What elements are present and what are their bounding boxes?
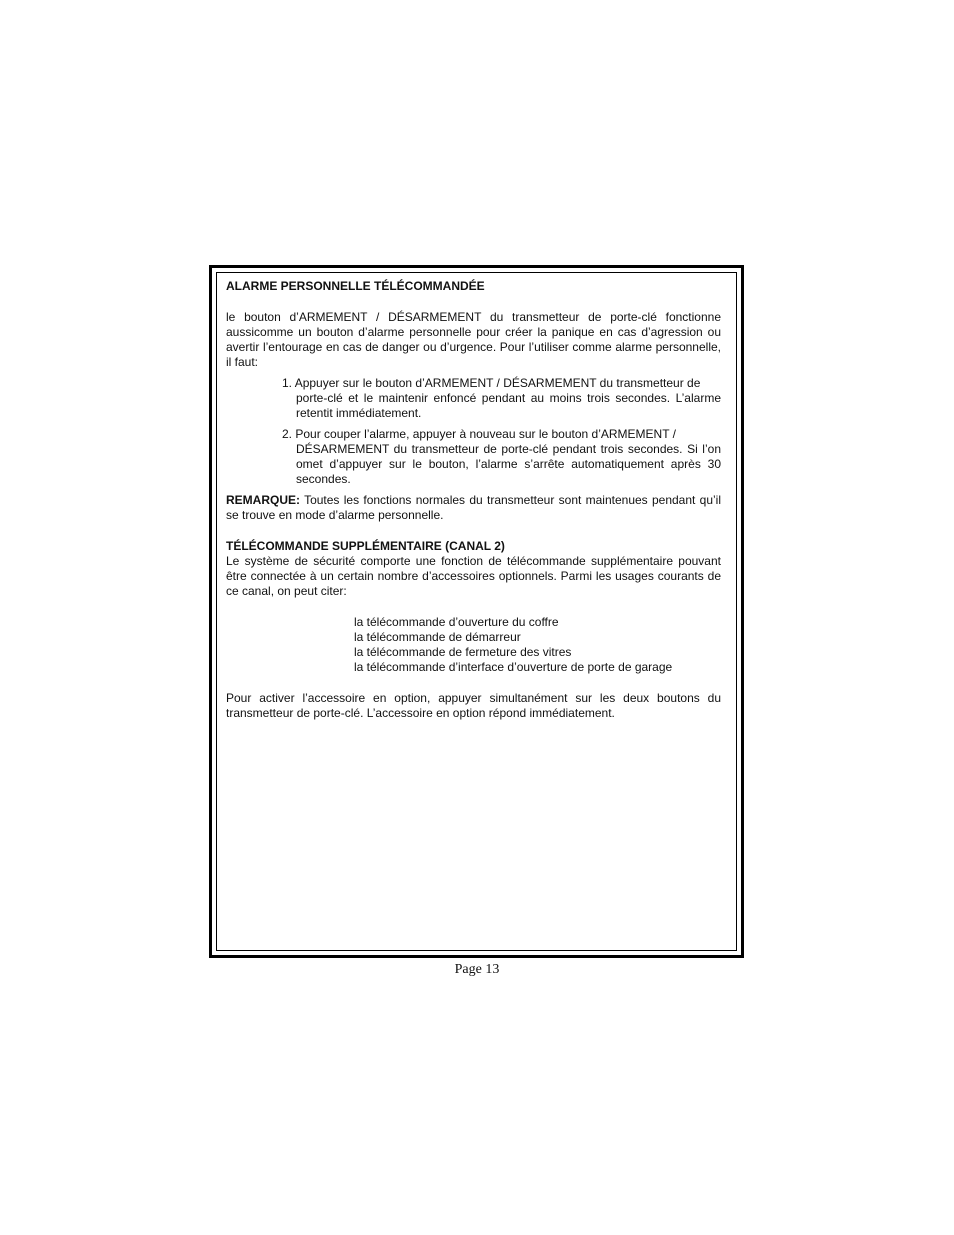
list-item: la télécommande d’ouverture du coffre	[354, 615, 559, 629]
step-2-rest: DÉSARMEMENT du transmetteur de porte-clé pendant trois secondes. Si l’on omet d’appuyer sur le bouton, l’alarme s’arrête automatiquement après 30 secondes.	[296, 442, 721, 486]
remark-text: Toutes les fonctions normales du transmetteur sont maintenues pendant qu’il se trouve en mode d’alarme personnelle.	[226, 493, 721, 522]
page-content	[226, 279, 721, 721]
step-1	[282, 376, 721, 421]
step-2	[282, 427, 721, 487]
step-2-first-line: 2. Pour couper l’alarme, appuyer à nouveau sur le bouton d’ARMEMENT /	[282, 427, 677, 441]
list-item: la télécommande d’interface d’ouverture de porte de garage	[354, 660, 673, 674]
personal-alarm-steps	[226, 376, 721, 487]
page-number: Page 13	[454, 962, 500, 977]
section-heading-aux-channel: TÉLÉCOMMANDE SUPPLÉMENTAIRE (CANAL 2)	[226, 539, 505, 553]
remark-label: REMARQUE:	[226, 493, 300, 507]
aux-channel-intro: Le système de sécurité comporte une fonction de télécommande supplémentaire pouvant être connectée à un certain nombre d’accessoires optionnels. Parmi les usages courants de ce canal, on peut citer:	[226, 554, 721, 598]
step-1-rest: porte-clé et le maintenir enfoncé pendant au moins trois secondes. L’alarme retentit immédiatement.	[296, 391, 721, 420]
section-heading-personal-alarm: ALARME PERSONNELLE TÉLÉCOMMANDÉE	[226, 279, 485, 293]
list-item: la télécommande de fermeture des vitres	[354, 645, 572, 659]
remark-paragraph	[226, 493, 721, 523]
step-1-first-line: 1. Appuyer sur le bouton d’ARMEMENT / DÉSARMEMENT du transmetteur de	[282, 376, 701, 390]
personal-alarm-intro: le bouton d’ARMEMENT / DÉSARMEMENT du transmetteur de porte-clé fonctionne aussicomme un bouton d’alarme personnelle pour créer la panique en cas d’agression ou avertir l’entourage en cas de danger ou d’urgence. Pour l’utiliser comme alarme personnelle, il faut:	[226, 310, 721, 369]
aux-activation-paragraph: Pour activer l’accessoire en option, appuyer simultanément sur les deux boutons du transmetteur de porte-clé. L’accessoire en option répond immédiatement.	[226, 691, 721, 720]
aux-channel-uses-list	[226, 615, 721, 675]
list-item: la télécommande de démarreur	[354, 630, 521, 644]
